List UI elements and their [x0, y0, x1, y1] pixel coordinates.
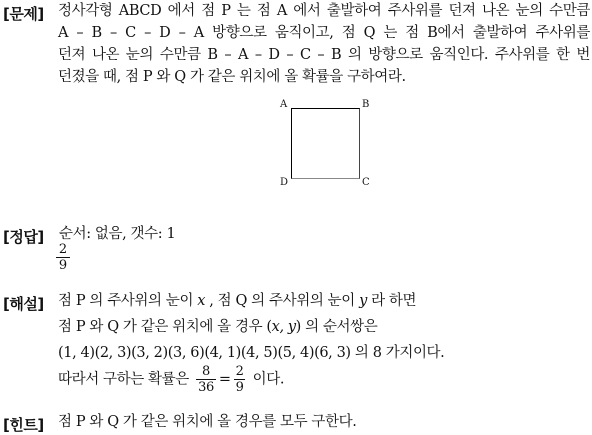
problem-line-4: 던졌을 때, 점 P 와 Q 가 같은 위치에 올 확률을 구하여라.	[58, 69, 406, 85]
equals-sign: =	[218, 371, 231, 388]
solution-text	[58, 290, 590, 395]
answer-fraction	[56, 242, 70, 273]
solution-line-4: 따라서 구하는 확률은 $\frac{8}{36}$ = $\frac{2}{9}$ 이다.	[58, 364, 285, 395]
problem-line-3: 던져 나온 눈의 수만큼 B – A – D – C – B 의 방향으로 움직인다. 주사위를 한 번	[58, 47, 590, 63]
hint-text	[58, 411, 590, 433]
problem-label: [문제]	[3, 5, 44, 23]
problem-line-1: 정사각형 ABCD 에서 점 P 는 점 A 에서 출발하여 주사위를 던져 나온 눈의 수만큼	[58, 3, 590, 19]
solution-line-1: 점 P 의 주사위의 눈이 x , 점 Q 의 주사위의 눈이 y 라 하면	[58, 293, 417, 309]
solution-line-2: 점 P 와 Q 가 같은 위치에 올 경우 (x, y) 의 순서쌍은	[58, 319, 378, 335]
var-x: x	[197, 293, 206, 309]
solution-label: [해설]	[3, 295, 44, 313]
answer-frac-num: 2	[56, 242, 70, 258]
problem-text	[58, 0, 590, 88]
ordered-pairs: (1, 4)(2, 3)(3, 2)(3, 6)(4, 1)(4, 5)(5, 4)(6, 3)	[58, 345, 351, 361]
vertex-d-label: D	[280, 177, 289, 188]
fraction-8-36: $\frac{8}{36}$	[198, 364, 214, 395]
square-shape	[291, 108, 360, 179]
answer-label: [정답]	[3, 228, 44, 246]
hint-label: [힌트]	[3, 416, 44, 434]
fraction-2-9: $\frac{2}{9}$	[235, 364, 244, 395]
answer-text	[59, 223, 591, 245]
vertex-a-label: A	[280, 99, 288, 110]
answer-line-1: 순서: 없음, 갯수: 1	[59, 226, 176, 242]
solution-line-3: (1, 4)(2, 3)(3, 2)(3, 6)(4, 1)(4, 5)(5, 4)(6, 3) 의 8 가지이다.	[58, 345, 445, 361]
vertex-c-label: C	[362, 177, 370, 188]
problem-line-2: A – B – C – D – A 방향으로 움직이고, 점 Q 는 점 B에서 출발하여 주사위를	[58, 25, 590, 41]
hint-line-1: 점 P 와 Q 가 같은 위치에 올 경우를 모두 구한다.	[58, 414, 357, 430]
answer-frac-den: 9	[58, 258, 68, 273]
ordered-pair-vars: x, y	[271, 319, 296, 335]
var-y: y	[359, 293, 367, 309]
vertex-b-label: B	[362, 99, 370, 110]
